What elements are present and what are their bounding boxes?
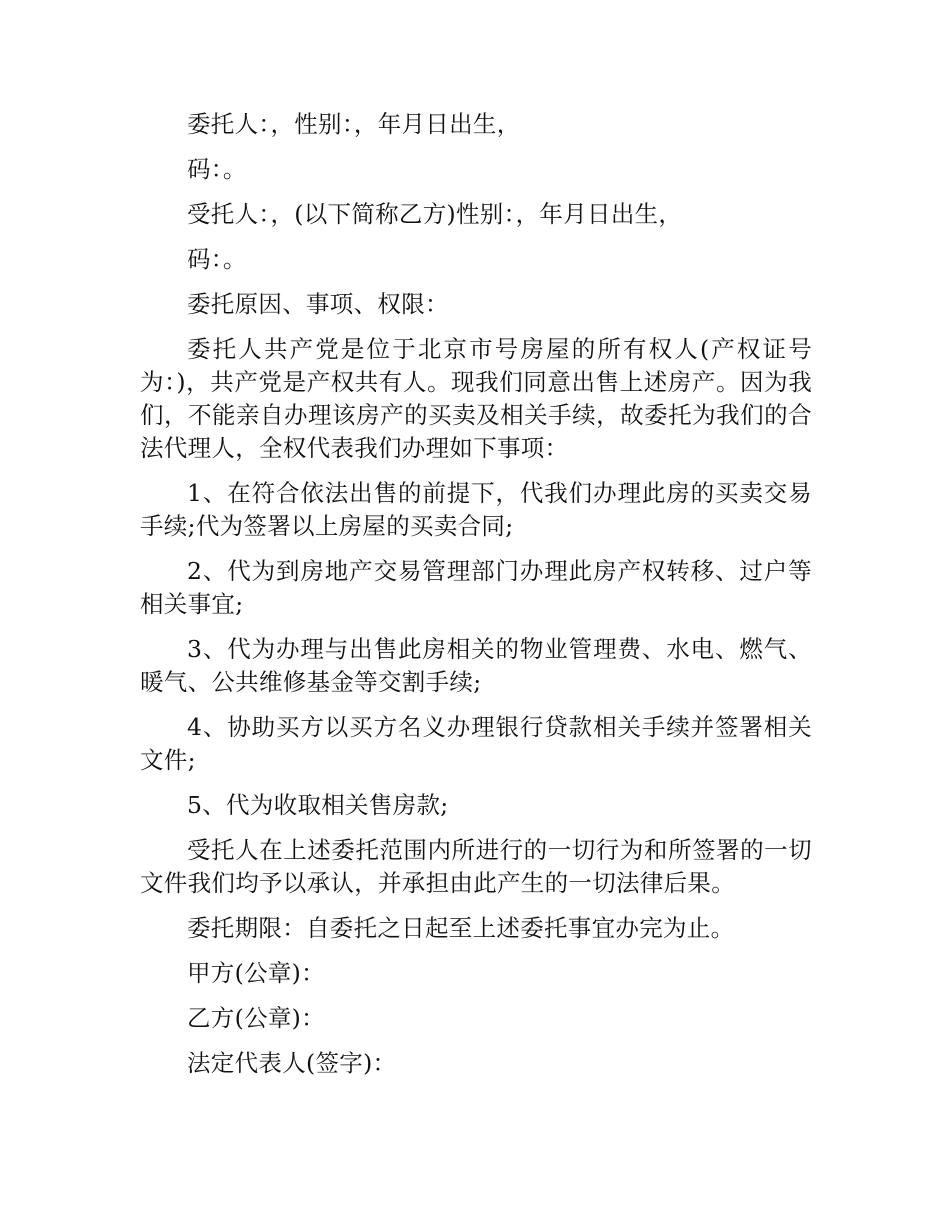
signature-party-a: 甲方(公章)： [187, 959, 325, 987]
paragraph-item-2: 2、代为到房地产交易管理部门办理此房产权转移、过户等相关事宜; [140, 557, 812, 618]
paragraph-principal: 委托人：，性别：，年月日出生， [187, 110, 521, 138]
signature-party-b: 乙方(公章)： [187, 1004, 325, 1032]
paragraph-item-4: 4、协助买方以买方名义办理银行贷款相关手续并签署相关文件; [140, 713, 812, 774]
paragraph-item-3: 3、代为办理与出售此房相关的物业管理费、水电、燃气、暖气、公共维修基金等交割手续; [140, 635, 812, 696]
paragraph-principal-id: 码：。 [187, 155, 247, 183]
paragraph-acknowledgement: 受托人在上述委托范围内所进行的一切行为和所签署的一切文件我们均予以承认，并承担由此产生的一切法律后果。 [140, 836, 812, 897]
paragraph-ownership-statement: 委托人共产党是位于北京市号房屋的所有权人(产权证号为：)，共产党是产权共有人。现我们同意出售上述房产。因为我们，不能亲自办理该房产的买卖及相关手续，故委托为我们的合法代理人，全权代表我们办理如下事项： [140, 335, 812, 462]
signature-legal-representative: 法定代表人(签字)： [187, 1049, 397, 1077]
paragraph-agent: 受托人：，(以下简称乙方)性别：，年月日出生， [187, 200, 683, 228]
paragraph-item-5: 5、代为收取相关售房款; [187, 791, 449, 819]
paragraph-heading-reasons: 委托原因、事项、权限： [187, 290, 449, 318]
paragraph-agent-id: 码：。 [187, 245, 247, 273]
document-page [140, 108, 812, 1092]
paragraph-term: 委托期限：自委托之日起至上述委托事宜办完为止。 [187, 914, 735, 942]
paragraph-item-1: 1、在符合依法出售的前提下，代我们办理此房的买卖交易手续;代为签署以上房屋的买卖合同; [140, 479, 812, 540]
